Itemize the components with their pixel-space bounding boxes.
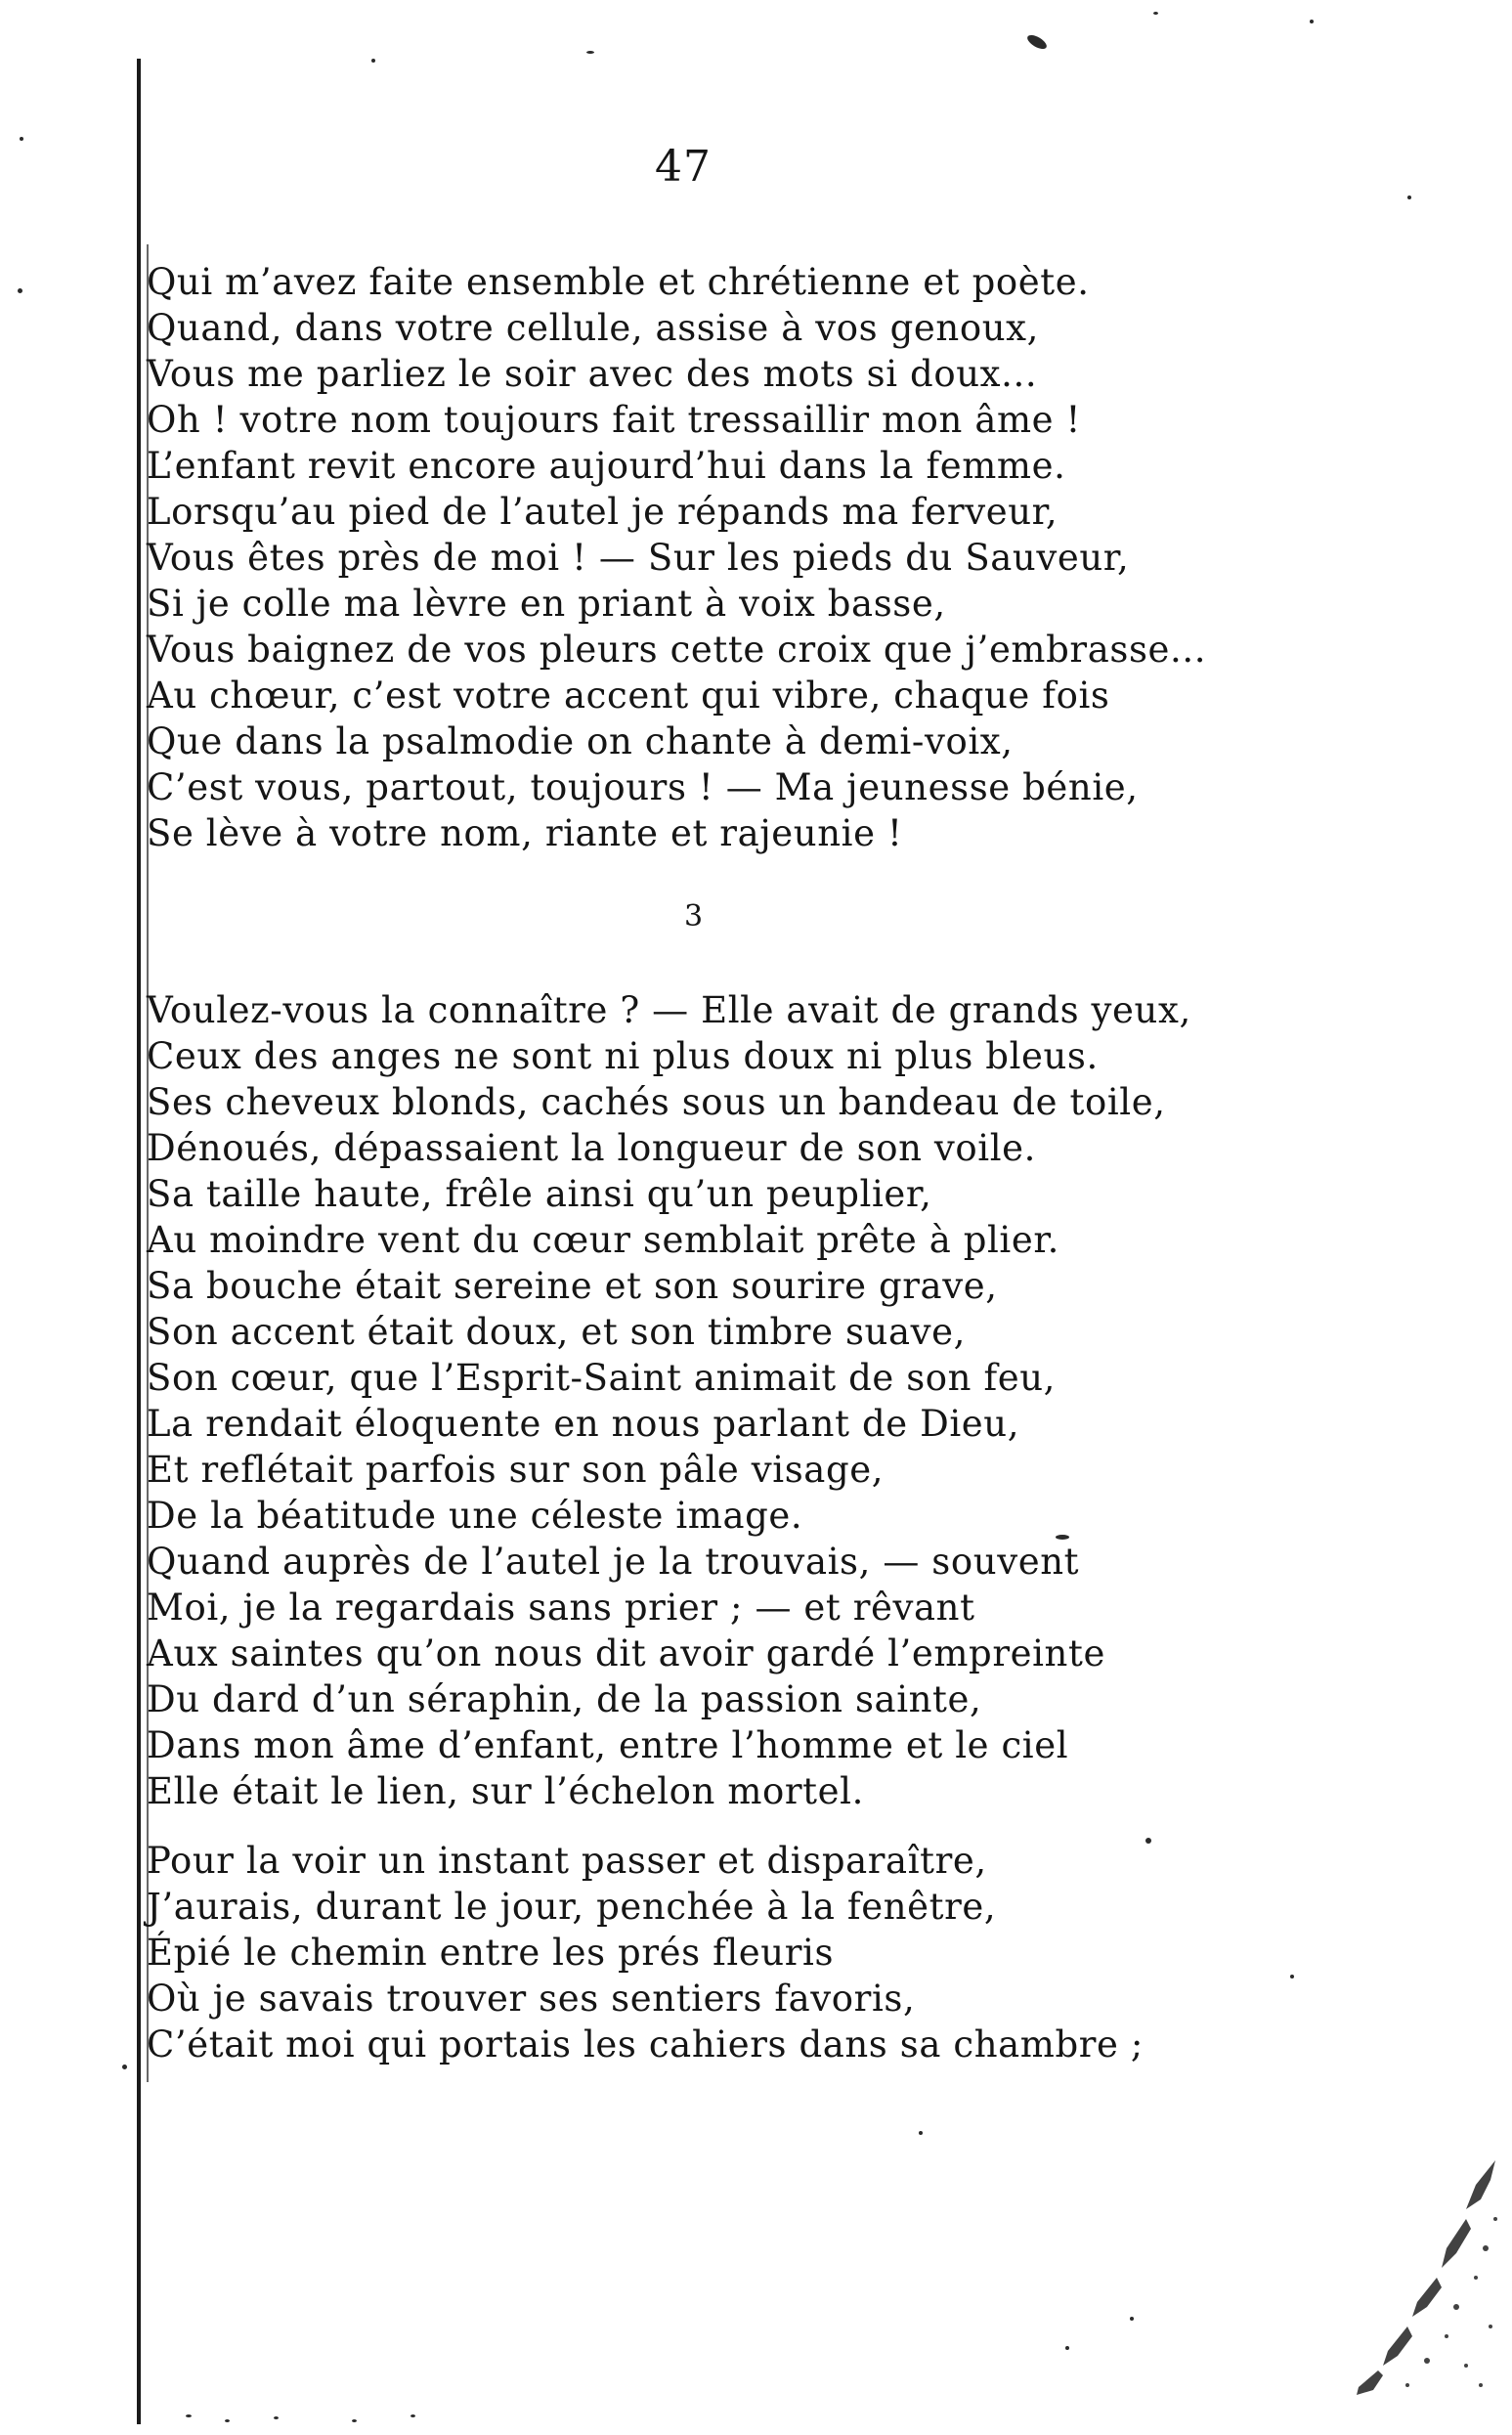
verse-line: Du dard d’un séraphin, de la passion sainte, [147,1678,982,1720]
verse-line: Et reflétait parfois sur son pâle visage, [147,1449,885,1491]
verse-line: Son accent était doux, et son timbre suave, [147,1311,966,1353]
verse-line: Dénoués, dépassaient la longueur de son voile. [147,1127,1037,1169]
verse-line: Quand auprès de l’autel je la trouvais, — souvent [147,1541,1080,1583]
verse-line: Épié le chemin entre les prés fleuris [147,1932,835,1974]
scan-speck [186,2414,192,2417]
scan-speck [1065,2346,1069,2350]
verse-line: Oh ! votre nom toujours fait tressaillir mon âme ! [147,399,1081,441]
scan-speck [1290,1975,1294,1978]
verse-line: Vous baignez de vos pleurs cette croix que j’embrasse... [147,629,1207,671]
scan-speck [18,288,22,293]
scan-speck [20,137,23,141]
scan-speck [1025,32,1049,52]
verse-line: Voulez-vous la connaître ? — Elle avait de grands yeux, [147,989,1191,1031]
verse-line: Où je savais trouver ses sentiers favoris, [147,1978,916,2020]
scan-speck [1145,1838,1151,1844]
section-number: 3 [684,899,704,934]
verse-line: Pour la voir un instant passer et disparaître, [147,1840,987,1882]
verse-line: Vous me parliez le soir avec des mots si doux... [147,353,1038,395]
scan-speck [274,2416,279,2419]
verse-line: Ses cheveux blonds, cachés sous un bandeau de toile, [147,1081,1166,1123]
verse-line: Si je colle ma lèvre en priant à voix basse, [147,583,946,625]
verse-line: Aux saintes qu’on nous dit avoir gardé l’empreinte [147,1632,1105,1674]
verse-line: Au moindre vent du cœur semblait prête à plier. [147,1219,1059,1261]
verse-line: C’est vous, partout, toujours ! — Ma jeunesse bénie, [147,766,1139,808]
scan-speck [586,51,594,54]
scan-speck [352,2419,357,2422]
verse-line: Ceux des anges ne sont ni plus doux ni plus bleus. [147,1035,1099,1077]
scan-speck [919,2131,923,2135]
verse-line: Que dans la psalmodie on chante à demi-voix, [147,720,1014,762]
scan-speck [1407,196,1411,199]
scan-speck [1130,2317,1134,2321]
scan-speck [1310,20,1314,23]
verse-line: Son cœur, que l’Esprit-Saint animait de son feu, [147,1357,1057,1399]
verse-line: Elle était le lien, sur l’échelon mortel. [147,1770,864,1812]
scan-speck [122,2065,127,2069]
verse-line: Sa taille haute, frêle ainsi qu’un peuplier, [147,1173,932,1215]
verse-line: Qui m’avez faite ensemble et chrétienne et poète. [147,261,1090,303]
verse-line: Lorsqu’au pied de l’autel je répands ma ferveur, [147,491,1058,533]
verse-line: Dans mon âme d’enfant, entre l’homme et le ciel [147,1724,1069,1766]
corner-stain-mark [1329,2131,1505,2405]
verse-line: La rendait éloquente en nous parlant de Dieu, [147,1403,1020,1445]
scan-speck [410,2414,415,2417]
scan-speck [1153,12,1158,15]
verse-line: L’enfant revit encore aujourd’hui dans la femme. [147,445,1066,487]
verse-line: Moi, je la regardais sans prier ; — et rêvant [147,1587,975,1629]
verse-line: Se lève à votre nom, riante et rajeunie ! [147,812,903,854]
verse-line: Vous êtes près de moi ! — Sur les pieds du Sauveur, [147,537,1130,579]
verse-line: Sa bouche était sereine et son sourire grave, [147,1265,998,1307]
scan-speck [1056,1535,1069,1540]
verse-line: Au chœur, c’est votre accent qui vibre, chaque fois [147,674,1110,717]
verse-line: Quand, dans votre cellule, assise à vos genoux, [147,307,1039,349]
stanza-3 [147,1838,1456,2067]
stanza-1 [147,259,1456,856]
verse-line: C’était moi qui portais les cahiers dans sa chambre ; [147,2023,1144,2065]
verse-line: J’aurais, durant le jour, penchée à la fenêtre, [147,1886,997,1928]
stanza-2 [147,987,1456,1814]
verse-line: De la béatitude une céleste image. [147,1495,803,1537]
binding-rule [137,59,141,2424]
page-number: 47 [655,142,712,192]
scan-speck [225,2419,230,2422]
scan-speck [371,59,375,63]
